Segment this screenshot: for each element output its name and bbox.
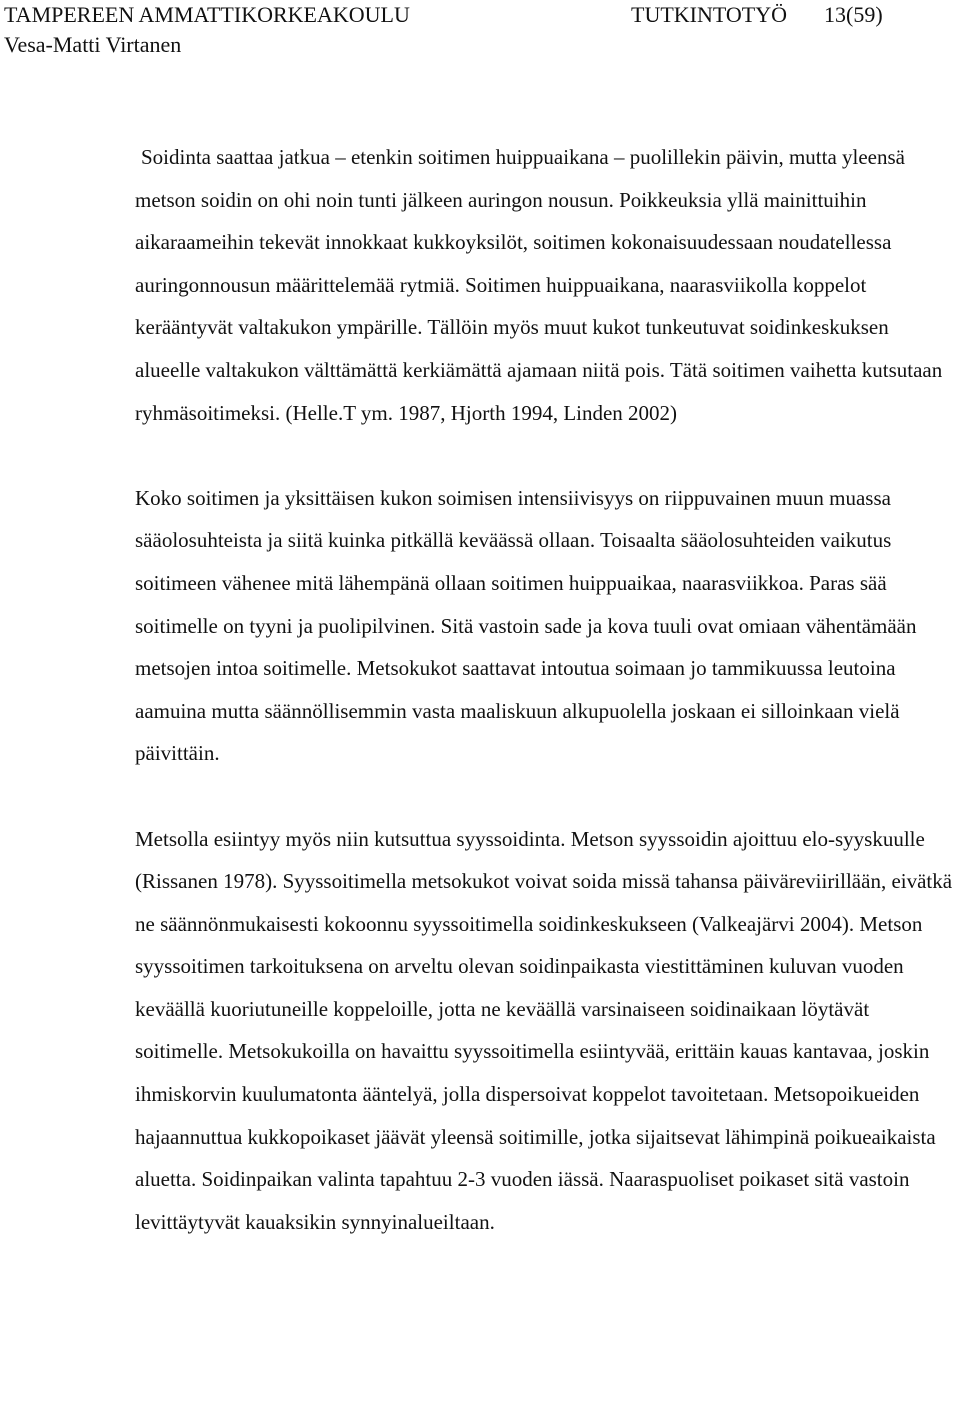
- document-type: TUTKINTOTYÖ: [631, 2, 788, 27]
- paragraph-2: Koko soitimen ja yksittäisen kukon soimisen intensiivisyys on riippuvainen muun muassa sääolosuhteista ja siitä kuinka pitkällä keväässä ollaan. Toisaalta sääolosuhteiden vaikutus soitimeen vähenee mitä lähempänä ollaan soitimen huippuaikaa, naarasviikkoa. Paras sää soitimelle on tyyni ja puolipilvinen. Sitä vastoin sade ja kova tuuli ovat omiaan vähentämään metsojen intoa soitimelle. Metsokukot saattavat intoutua soimaan jo tammikuussa leutoina aamuina mutta säännöllisemmin vasta maaliskuun alkupuolella joskaan ei silloinkaan vielä päivittäin.: [135, 485, 917, 766]
- document-body: [135, 136, 957, 1243]
- paragraph-3: Metsolla esiintyy myös niin kutsuttua syyssoidinta. Metson syyssoidin ajoittuu elo-syyskuulle (Rissanen 1978). Syyssoitimella metsokukot voivat soida missä tahansa päiväreviirillään, eivätkä ne säännönmukaisesti kokoonnu syyssoitimella soidinkeskukseen (Valkeajärvi 2004). Metson syyssoitimen tarkoituksena on arveltu olevan soidinpaikasta viestittäminen kuluvan vuoden keväällä kuoriutuneille koppeloille, jotta ne keväällä varsinaiseen soidinaikaan löytävät soitimelle. Metsokukoilla on havaittu syyssoitimella esiintyvää, erittäin kauas kantavaa, joskin ihmiskorvin kuulumatonta ääntelyä, jolla dispersoivat koppelot tavoitetaan. Metsopoikueiden hajaannuttua kukkopoikaset jäävät yleensä soitimille, jotka sijaitsevat lähimpinä poikueaikaista aluetta. Soidinpaikan valinta tapahtuu 2-3 vuoden iässä. Naaraspuoliset poikaset sitä vastoin levittäytyvät kauaksikin synnyinalueiltaan.: [135, 826, 953, 1234]
- school-name: TAMPEREEN AMMATTIKORKEAKOULU: [4, 2, 410, 27]
- header-top-row: [4, 0, 954, 30]
- paragraph-1: Soidinta saattaa jatkua – etenkin soitimen huippuaikana – puolillekin päivin, mutta yleensä metson soidin on ohi noin tunti jälkeen auringon nousun. Poikkeuksia yllä mainittuihin aikaraameihin tekevät innokkaat kukkoyksilöt, soitimen kokonaisuudessaan noudatellessa auringonnousun määrittelemää rytmiä. Soitimen huippuaikana, naarasviikolla koppelot kerääntyvät valtakukon ympärille. Tällöin myös muut kukot tunkeutuvat soidinkeskuksen alueelle valtakukon välttämättä kerkiämättä ajamaan niitä pois. Tätä soitimen vaihetta kutsutaan ryhmäsoitimeksi. (Helle.T ym. 1987, Hjorth 1994, Linden 2002): [135, 145, 943, 425]
- paragraph-spacer: [135, 434, 957, 477]
- paragraph-spacer: [135, 775, 957, 818]
- author-name: Vesa-Matti Virtanen: [4, 32, 182, 57]
- page-header: [4, 0, 954, 80]
- page-number: 13(59): [824, 2, 883, 27]
- header-author-row: [4, 30, 954, 60]
